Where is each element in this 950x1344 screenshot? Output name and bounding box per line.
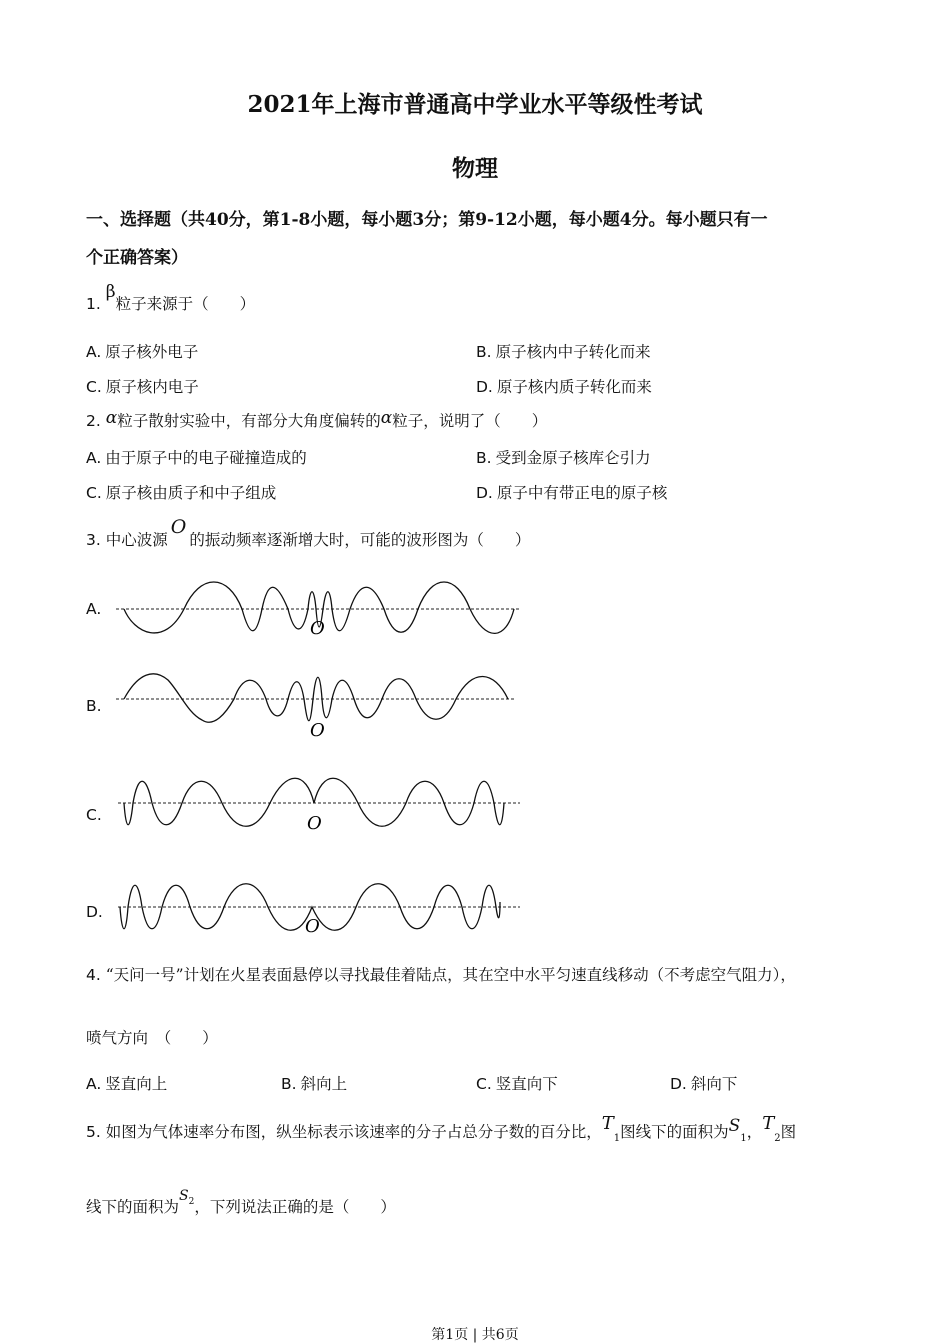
q1-option-d[interactable]: D. 原子核内质子转化而来: [476, 378, 652, 396]
wave-figure-c[interactable]: [110, 772, 530, 836]
q4-option-a[interactable]: A. 竖直向上: [86, 1075, 168, 1093]
comma: ，: [746, 1123, 763, 1141]
origin-label: O: [307, 813, 322, 834]
q4-option-b[interactable]: B. 斜向上: [281, 1075, 348, 1093]
alpha-symbol: α: [105, 408, 118, 428]
question-number: 4.: [86, 966, 101, 984]
question-text-c: 图: [780, 1123, 797, 1141]
question-2: [86, 409, 547, 431]
s1-subscript: 1: [740, 1133, 747, 1145]
q2-option-d[interactable]: D. 原子中有带正电的原子核: [476, 484, 668, 502]
question-1: [86, 282, 256, 314]
q2-option-b[interactable]: B. 受到金原子核库仑引力: [476, 449, 651, 467]
page-footer: 第1页 | 共6页: [431, 1327, 519, 1343]
question-text-b: 图线下的面积为: [620, 1123, 729, 1141]
origin-symbol: O: [170, 516, 187, 538]
s1-symbol: S: [728, 1116, 741, 1136]
question-number: 2.: [86, 412, 101, 430]
question-text-b: 的振动频率逐渐增大时，可能的波形图为（ ）: [189, 531, 531, 549]
question-text: “天问一号”计划在火星表面悬停以寻找最佳着陆点，其在空中水平匀速直线移动（不考虑空气阻力），: [105, 966, 796, 984]
q3-option-c-label[interactable]: C.: [86, 806, 102, 824]
wave-figure-b[interactable]: [110, 668, 530, 740]
s2-subscript: 2: [188, 1197, 195, 1208]
question-number: 3.: [86, 531, 101, 549]
wave-curve: [124, 674, 508, 722]
question-3: [86, 516, 531, 550]
q3-option-b-label[interactable]: B.: [86, 697, 102, 715]
question-4-line2: 喷气方向 （ ）: [86, 1029, 218, 1047]
question-number: 1.: [86, 295, 101, 313]
t2-subscript: 2: [774, 1133, 781, 1145]
origin-label: O: [310, 720, 325, 740]
wave-figure-a[interactable]: [110, 578, 530, 640]
q2-option-c[interactable]: C. 原子核由质子和中子组成: [86, 484, 277, 502]
section-header-line1: 一、选择题（共40分，第1-8小题，每小题3分；第9-12小题，每小题4分。每小题只有一: [86, 210, 768, 230]
subject-title: 物理: [452, 155, 498, 182]
question-5-line1: [86, 1113, 797, 1145]
q4-option-d[interactable]: D. 斜向下: [670, 1075, 738, 1093]
q2-option-a[interactable]: A. 由于原子中的电子碰撞造成的: [86, 449, 307, 467]
question-number: 5.: [86, 1123, 101, 1141]
question-text-b: 粒子，说明了（ ）: [392, 412, 548, 430]
question-text-a: 如图为气体速率分布图，纵坐标表示该速率的分子占总分子数的百分比，: [105, 1123, 602, 1141]
alpha-symbol: α: [380, 408, 393, 428]
section-header-line2: 个正确答案）: [86, 248, 188, 268]
question-text: 粒子来源于（ ）: [115, 295, 256, 313]
q1-option-c[interactable]: C. 原子核内电子: [86, 378, 199, 396]
t1-subscript: 1: [613, 1133, 621, 1145]
t2-symbol: T: [762, 1113, 775, 1134]
q1-option-b[interactable]: B. 原子核内中子转化而来: [476, 343, 651, 361]
question-text-a: 中心波源: [105, 531, 168, 549]
s2-symbol: S: [179, 1188, 189, 1204]
question-4-line1: [86, 963, 796, 985]
q3-option-d-label[interactable]: D.: [86, 903, 103, 921]
origin-label: O: [305, 916, 320, 937]
origin-label: O: [310, 618, 325, 639]
q4-option-c[interactable]: C. 竖直向下: [476, 1075, 558, 1093]
question-5-line2: [86, 1188, 396, 1219]
question-text-a: 粒子散射实验中，有部分大角度偏转的: [117, 412, 381, 430]
question-text-line2-b: ，下列说法正确的是（ ）: [194, 1198, 396, 1216]
question-text-line2-a: 线下的面积为: [86, 1198, 180, 1216]
exam-title: 2021年上海市普通高中学业水平等级性考试: [247, 91, 703, 118]
q3-option-a-label[interactable]: A.: [86, 600, 102, 618]
wave-figure-d[interactable]: [110, 872, 530, 938]
beta-symbol: β: [105, 282, 116, 302]
t1-symbol: T: [601, 1113, 614, 1134]
q1-option-a[interactable]: A. 原子核外电子: [86, 343, 199, 361]
